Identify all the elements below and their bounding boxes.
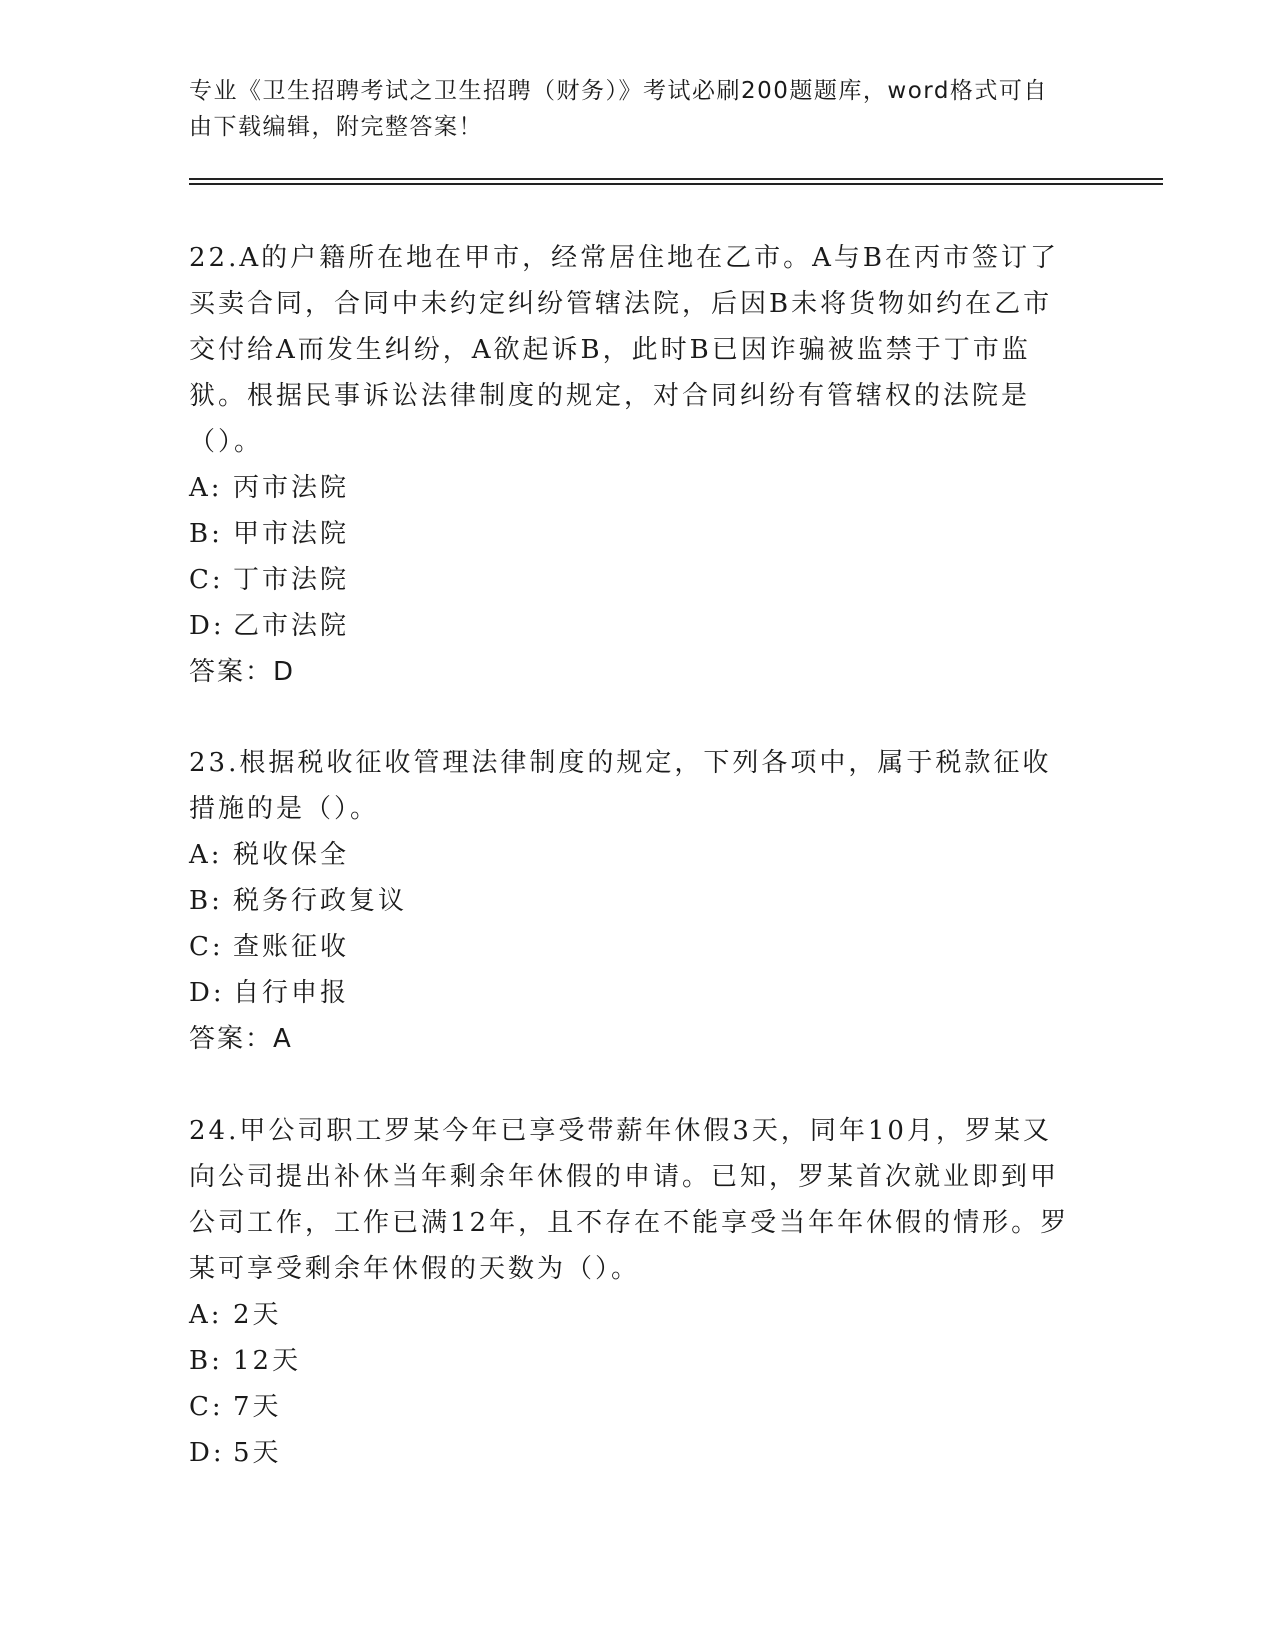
option-a: [189, 1292, 1079, 1338]
option-key: C:: [189, 565, 224, 595]
option-text: 7天: [233, 1392, 282, 1422]
option-key: A:: [189, 840, 223, 870]
option-list: [189, 465, 1079, 649]
question-stem: 22.A的户籍所在地在甲市，经常居住地在乙市。A与B在丙市签订了买卖合同，合同中未约定纠纷管辖法院，后因B未将货物如约在乙市交付给A而发生纠纷，A欲起诉B，此时B已因诈骗被监禁于丁市监狱。根据民事诉讼法律制度的规定，对合同纠纷有管辖权的法院是（）。: [189, 243, 1060, 457]
option-c: [189, 924, 1079, 970]
option-c: [189, 1384, 1079, 1430]
option-text: 自行申报: [233, 978, 350, 1008]
header-divider-top: [189, 178, 1163, 180]
option-key: C:: [189, 932, 224, 962]
option-text: 丙市法院: [233, 473, 350, 503]
option-b: [189, 878, 1079, 924]
option-key: D:: [189, 1438, 225, 1468]
question-24: [189, 1108, 1079, 1476]
option-key: D:: [189, 611, 225, 641]
option-a: [189, 832, 1079, 878]
option-text: 2天: [233, 1300, 282, 1330]
option-key: B:: [189, 1346, 223, 1376]
answer-line: 答案：A: [189, 1024, 293, 1054]
option-key: B:: [189, 519, 223, 549]
option-key: B:: [189, 886, 223, 916]
option-key: D:: [189, 978, 225, 1008]
option-list: [189, 832, 1079, 1016]
option-list: [189, 1292, 1079, 1476]
option-text: 税务行政复议: [233, 886, 408, 916]
header-divider-bottom: [189, 183, 1163, 185]
question-stem: 24.甲公司职工罗某今年已享受带薪年休假3天，同年10月，罗某又向公司提出补休当年剩余年休假的申请。已知，罗某首次就业即到甲公司工作，工作已满12年，且不存在不能享受当年年休假的情形。罗某可享受剩余年休假的天数为（）。: [189, 1116, 1070, 1284]
option-d: [189, 1430, 1079, 1476]
option-b: [189, 511, 1079, 557]
option-text: 甲市法院: [233, 519, 350, 549]
option-text: 5天: [233, 1438, 282, 1468]
answer-line: 答案：D: [189, 657, 296, 687]
option-text: 丁市法院: [233, 565, 350, 595]
document-header: 专业《卫生招聘考试之卫生招聘（财务）》考试必刷200题题库，word格式可自由下载编辑，附完整答案！: [189, 78, 1048, 140]
option-text: 12天: [233, 1346, 302, 1376]
option-text: 乙市法院: [233, 611, 350, 641]
option-b: [189, 1338, 1079, 1384]
question-22: [189, 235, 1079, 695]
option-key: A:: [189, 1300, 223, 1330]
question-23: [189, 740, 1079, 1062]
option-text: 税收保全: [233, 840, 350, 870]
option-d: [189, 970, 1079, 1016]
option-d: [189, 603, 1079, 649]
option-key: C:: [189, 1392, 224, 1422]
option-text: 查账征收: [233, 932, 350, 962]
option-a: [189, 465, 1079, 511]
option-c: [189, 557, 1079, 603]
option-key: A:: [189, 473, 223, 503]
question-stem: 23.根据税收征收管理法律制度的规定，下列各项中，属于税款征收措施的是（）。: [189, 748, 1052, 824]
